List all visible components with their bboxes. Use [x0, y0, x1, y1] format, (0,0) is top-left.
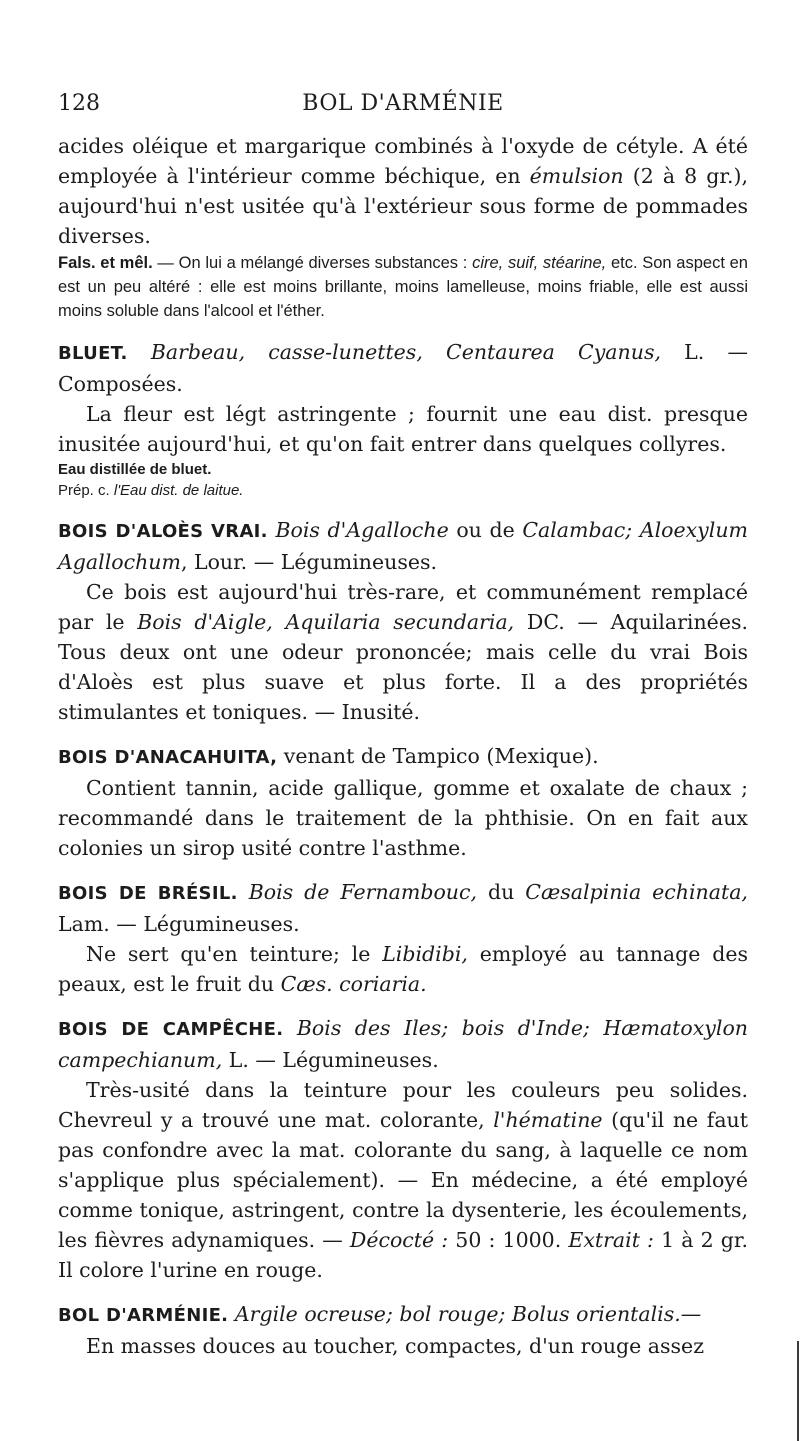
anacahuita-description: Contient tannin, acide gallique, gomme et oxalate de chaux ; recommandé dans le traitement de la phthisie. On en fait aux colonies un sirop usité contre l'asthme. — [58, 776, 748, 860]
bluet-description: La fleur est légt astringente ; fournit une eau dist. presque inusitée aujourd'hui, et qu'on fait entrer dans quelques collyres. — [58, 402, 748, 456]
entry-bol: BOL D'ARMÉNIE. Argile ocreuse; bol rouge; Bolus orientalis.— — [58, 1302, 702, 1326]
entry-campeche: BOIS DE CAMPÊCHE. Bois des Iles; bois d'Inde; Hæmatoxylon campechianum, L. — Légumineuses. — [58, 1016, 748, 1072]
aloes-description: Ce bois est aujourd'hui très-rare, et communément remplacé par le Bois d'Aigle, Aquilaria secundaria, DC. — Aquilarinées. Tous deux ont une odeur prononcée; mais celle du vrai Bois d'Aloès est plus suave et plus forte. Il a des propriétés stimulantes et toniques. — Inusité. — [58, 580, 748, 724]
campeche-description: Très-usité dans la teinture pour les couleurs peu solides. Chevreul y a trouvé une mat. colorante, l'hématine (qu'il ne faut pas confondre avec la mat. colorante du sang, à laquelle ce nom s'applique plus spécialement). — En médecine, a été employé comme tonique, astringent, contre la dysenterie, les écoulements, les fièvres adynamiques. — Décocté : 50 : 1000. Extrait : 1 à 2 gr. Il colore l'urine en rouge. — [58, 1078, 748, 1282]
running-title: BOL D'ARMÉNIE — [302, 91, 504, 116]
entry-bresil: BOIS DE BRÉSIL. Bois de Fernambouc, du Cæsalpinia echinata, Lam. — Légumineuses. — [58, 880, 748, 936]
text-body — [58, 131, 748, 1361]
page-number: 128 — [58, 91, 100, 116]
entry-aloes: BOIS D'ALOÈS VRAI. Bois d'Agalloche ou de Calambac; Aloexylum Agallochum, Lour. — Légumineuses. — [58, 518, 748, 574]
bol-description: En masses douces au toucher, compactes, d'un rouge assez — [86, 1334, 704, 1358]
bresil-description: Ne sert qu'en teinture; le Libidibi, employé au tannage des peaux, est le fruit du Cæs. coriaria. — [58, 942, 748, 996]
page — [0, 91, 800, 1441]
note-fals: Fals. et mêl. — On lui a mélangé diverses substances : cire, suif, stéarine, etc. Son aspect en est un peu altéré : elle est moins brillante, moins lamelleuse, moins friable, elle est aussi moins soluble dans l'alcool et l'éther. — [58, 254, 748, 320]
bluet-sub-text: Prép. c. l'Eau dist. de laitue. — [58, 482, 244, 499]
entry-bluet: BLUET. Barbeau, casse-lunettes, Centaurea Cyanus, L. — Composées. — [58, 340, 748, 396]
entry-anacahuita: BOIS D'ANACAHUITA, venant de Tampico (Mexique). — [58, 744, 599, 768]
page-header — [58, 91, 748, 125]
bluet-sub-heading: Eau distillée de bluet. — [58, 461, 212, 478]
page-edge-shadow — [797, 1341, 799, 1441]
paragraph-continued: acides oléique et margarique combinés à l'oxyde de cétyle. A été employée à l'intérieur comme béchique, en émulsion (2 à 8 gr.), aujourd'hui n'est usitée qu'à l'extérieur sous forme de pommades diverses. — [58, 134, 748, 248]
